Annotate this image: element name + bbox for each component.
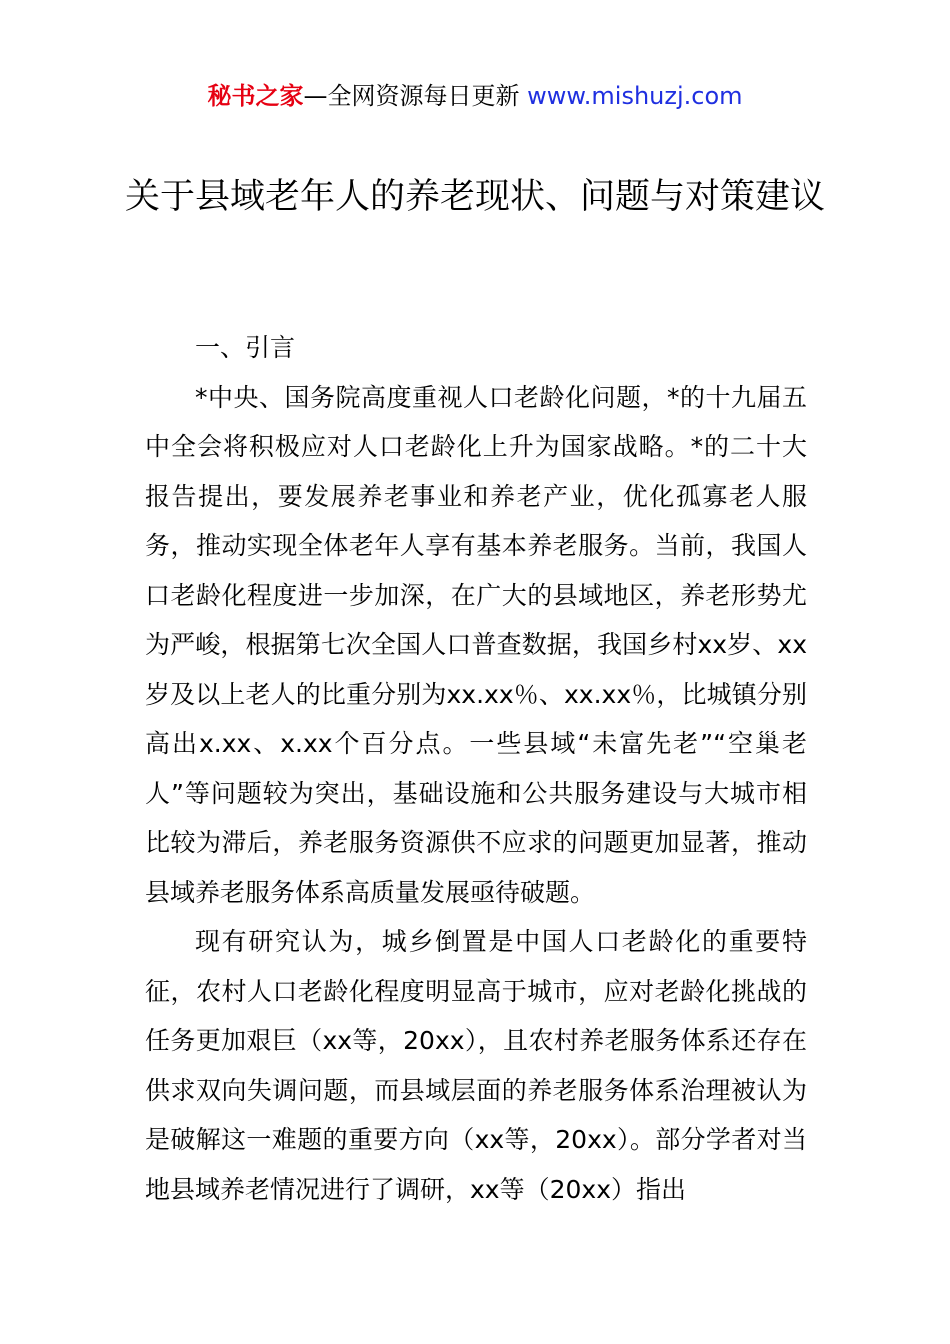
site-url-link[interactable]: www.mishuzj.com [527, 82, 743, 110]
paragraph-1: *中央、国务院高度重视人口老龄化问题，*的十九届五中全会将积极应对人口老龄化上升为国家战略。*的二十大报告提出，要发展养老事业和养老产业，优化孤寡老人服务，推动实现全体老年人享有基本养老服务。当前，我国人口老龄化程度进一步加深，在广大的县域地区，养老形势尤为严峻，根据第七次全国人口普查数据，我国乡村xx岁、xx岁及以上老人的比重分别为xx.xx％、xx.xx％，比城镇分别高出x.xx、x.xx个百分点。一些县域“未富先老”“空巢老人”等问题较为突出，基础设施和公共服务建设与大城市相比较为滞后，养老服务资源供不应求的问题更加显著，推动县域养老服务体系高质量发展亟待破题。 [145, 382, 807, 907]
paragraph-2: 现有研究认为，城乡倒置是中国人口老龄化的重要特征，农村人口老龄化程度明显高于城市，应对老龄化挑战的任务更加艰巨（xx等，20xx），且农村养老服务体系还存在供求双向失调问题，而县域层面的养老服务体系治理被认为是破解这一难题的重要方向（xx等，20xx）。部分学者对当地县域养老情况进行了调研，xx等（20xx）指出 [145, 927, 807, 1204]
document-body [145, 323, 807, 1214]
section-heading: 一、引言 [195, 333, 296, 362]
site-tagline: —全网资源每日更新 [303, 82, 528, 110]
site-brand: 秘书之家 [207, 82, 304, 110]
document-title: 关于县域老年人的养老现状、问题与对策建议 [124, 177, 825, 217]
site-header [0, 80, 950, 112]
